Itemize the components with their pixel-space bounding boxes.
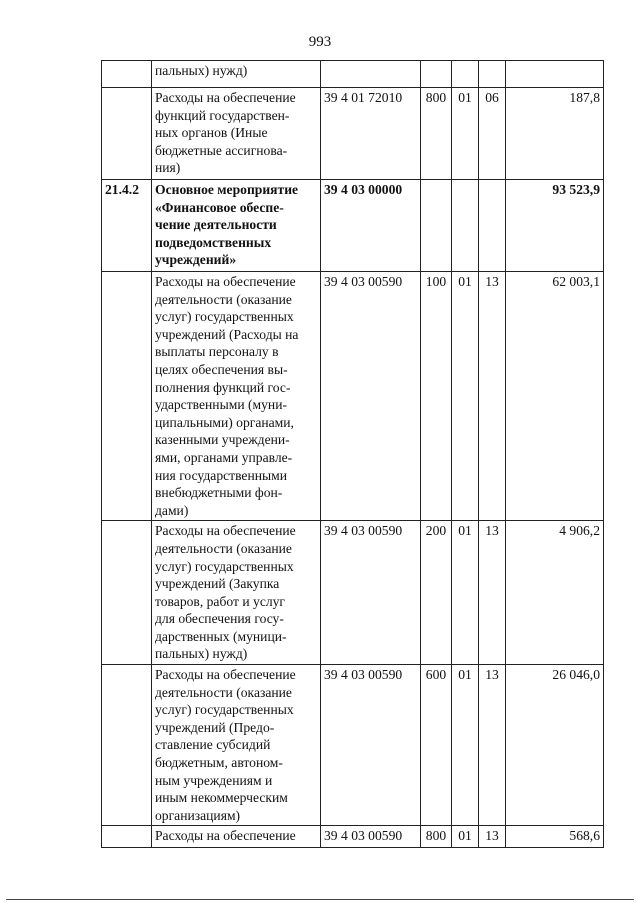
target-article-code-cell: 39 4 03 00590 — [321, 272, 421, 521]
budget-table — [101, 60, 604, 848]
target-article-code-cell: 39 4 03 00590 — [321, 521, 421, 665]
section-cell: 01 — [452, 272, 479, 521]
section-cell: 01 — [452, 665, 479, 826]
target-article-code-cell — [321, 61, 421, 88]
target-article-code-cell: 39 4 03 00590 — [321, 826, 421, 848]
section-cell — [452, 180, 479, 272]
subsection-cell: 13 — [479, 826, 506, 848]
row-number-cell: 21.4.2 — [102, 180, 152, 272]
section-cell: 01 — [452, 88, 479, 180]
page-number: 993 — [308, 34, 332, 50]
expense-type-cell: 200 — [421, 521, 452, 665]
row-number-cell — [102, 272, 152, 521]
expense-type-cell: 100 — [421, 272, 452, 521]
row-number-cell — [102, 61, 152, 88]
description-cell: Основное мероприятие «Финансовое обеспе- чение деятельности подведомственных учреждений» — [152, 180, 321, 272]
amount-cell — [506, 61, 604, 88]
section-cell: 01 — [452, 521, 479, 665]
subsection-cell: 13 — [479, 272, 506, 521]
expense-type-cell — [421, 180, 452, 272]
amount-cell: 62 003,1 — [506, 272, 604, 521]
row-number-cell — [102, 826, 152, 848]
amount-cell: 93 523,9 — [506, 180, 604, 272]
subsection-cell — [479, 61, 506, 88]
description-cell: Расходы на обеспечение функций государствен- ных органов (Иные бюджетные ассигнова- ния) — [152, 88, 321, 180]
row-number-cell — [102, 521, 152, 665]
target-article-code-cell: 39 4 01 72010 — [321, 88, 421, 180]
row-number-cell — [102, 88, 152, 180]
target-article-code-cell: 39 4 03 00000 — [321, 180, 421, 272]
table-row — [102, 521, 604, 665]
row-number-cell — [102, 665, 152, 826]
subsection-cell — [479, 180, 506, 272]
description-cell: Расходы на обеспечение деятельности (оказание услуг) государственных учреждений (Расходы на выплаты персоналу в целях обеспечения вы- полнения функций гос- ударственными (муни- ципальными) органами, казенными учреждени- ями, органами управле- ния государственными внебюджетными фон- дами) — [152, 272, 321, 521]
table-row — [102, 826, 604, 848]
amount-cell: 568,6 — [506, 826, 604, 848]
expense-type-cell: 800 — [421, 826, 452, 848]
subsection-cell: 13 — [479, 521, 506, 665]
expense-type-cell: 600 — [421, 665, 452, 826]
expense-type-cell: 800 — [421, 88, 452, 180]
table-row — [102, 88, 604, 180]
amount-cell: 4 906,2 — [506, 521, 604, 665]
description-cell: Расходы на обеспечение деятельности (оказание услуг) государственных учреждений (Закупка товаров, работ и услуг для обеспечения госу- дарственных (муници- пальных) нужд) — [152, 521, 321, 665]
description-cell: пальных) нужд) — [152, 61, 321, 88]
target-article-code-cell: 39 4 03 00590 — [321, 665, 421, 826]
description-cell: Расходы на обеспечение — [152, 826, 321, 848]
amount-cell: 26 046,0 — [506, 665, 604, 826]
expense-type-cell — [421, 61, 452, 88]
section-cell: 01 — [452, 826, 479, 848]
subsection-cell: 13 — [479, 665, 506, 826]
bottom-divider — [6, 899, 634, 900]
amount-cell: 187,8 — [506, 88, 604, 180]
table-row — [102, 180, 604, 272]
table-row — [102, 61, 604, 88]
subsection-cell: 06 — [479, 88, 506, 180]
section-cell — [452, 61, 479, 88]
description-cell: Расходы на обеспечение деятельности (оказание услуг) государственных учреждений (Предо- ставление субсидий бюджетным, автоном- ным учреждениям и иным некоммерческим организациям) — [152, 665, 321, 826]
table-row — [102, 665, 604, 826]
table-row — [102, 272, 604, 521]
